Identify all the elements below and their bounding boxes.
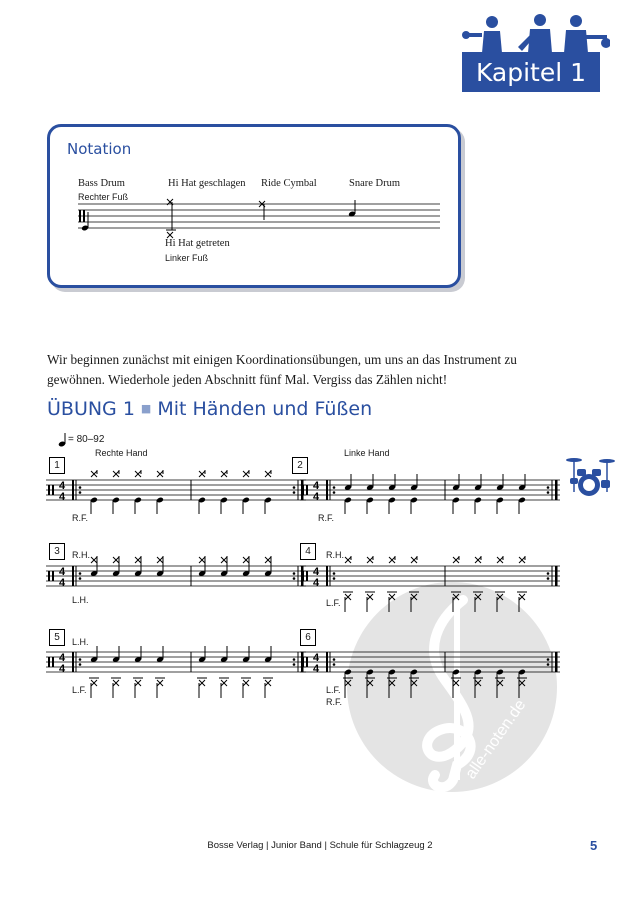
repeat-dot xyxy=(547,658,550,661)
repeat-bar xyxy=(555,480,558,500)
repeat-dot xyxy=(79,577,82,580)
repeat-dot xyxy=(79,572,82,575)
percussion-clef xyxy=(52,657,54,667)
time-signature-top: 4 xyxy=(313,652,320,664)
title-separator: ■ xyxy=(140,402,152,415)
exercise-title xyxy=(47,398,372,420)
rh-label-4: R.H. xyxy=(326,550,344,560)
repeat-dot xyxy=(79,658,82,661)
percussion-clef xyxy=(306,485,308,495)
rf-label-6: R.F. xyxy=(326,697,343,707)
staff-4 xyxy=(298,556,564,612)
time-signature-bottom: 4 xyxy=(59,491,66,503)
time-signature-top: 4 xyxy=(313,480,320,492)
repeat-bar xyxy=(72,566,74,586)
time-signature-bottom: 4 xyxy=(313,577,320,589)
watermark-text: alle-noten.de xyxy=(462,696,530,783)
lf-label-5: L.F. xyxy=(72,685,87,695)
percussion-clef xyxy=(306,571,308,581)
repeat-dot xyxy=(333,663,336,666)
band-silhouette-icon xyxy=(462,13,610,53)
hihat-pedal-label: Hi Hat getreten xyxy=(165,238,230,249)
percussion-clef xyxy=(306,657,308,667)
repeat-bar xyxy=(326,652,328,672)
percussion-clef xyxy=(52,571,54,581)
section-number-3: 3 xyxy=(49,543,65,560)
staff-1 xyxy=(44,470,310,526)
repeat-dot xyxy=(547,572,550,575)
repeat-bar xyxy=(555,652,558,672)
rf-label-2: R.F. xyxy=(318,513,335,523)
lf-label-4: L.F. xyxy=(326,598,341,608)
quarter-note-icon xyxy=(58,432,68,448)
rechte-hand-label: Rechte Hand xyxy=(95,448,148,458)
staff-5 xyxy=(44,642,310,698)
rf-label-1: R.F. xyxy=(72,513,89,523)
percussion-clef xyxy=(48,571,50,581)
section-number-5: 5 xyxy=(49,629,65,646)
bass-drum-label: Bass Drum xyxy=(78,178,125,189)
repeat-dot xyxy=(547,491,550,494)
repeat-dot xyxy=(293,491,296,494)
repeat-dot xyxy=(333,491,336,494)
staff-2 xyxy=(298,470,564,526)
repeat-dot xyxy=(333,658,336,661)
intro-text: Wir beginnen zunächst mit einigen Koordinationsübungen, um uns an das Instrument zu gewöhnen. Wiederhole jeden Abschnitt fünf Mal. Vergiss das Zählen nicht! xyxy=(47,352,517,387)
repeat-bar xyxy=(72,652,74,672)
repeat-bar xyxy=(555,566,558,586)
time-signature-top: 4 xyxy=(59,652,66,664)
percussion-clef xyxy=(52,485,54,495)
time-signature-bottom: 4 xyxy=(313,663,320,675)
repeat-dot xyxy=(333,572,336,575)
time-signature-top: 4 xyxy=(59,566,66,578)
repeat-dot xyxy=(79,486,82,489)
repeat-dot xyxy=(293,577,296,580)
repeat-dot xyxy=(293,572,296,575)
time-signature-bottom: 4 xyxy=(313,491,320,503)
section-number-4: 4 xyxy=(300,543,316,560)
page-number: 5 xyxy=(590,838,598,853)
lf-label-6: L.F. xyxy=(326,685,341,695)
time-signature-bottom: 4 xyxy=(59,663,66,675)
section-number-6: 6 xyxy=(300,629,316,646)
notation-staff xyxy=(70,196,450,240)
linke-hand-label: Linke Hand xyxy=(344,448,390,458)
ride-label: Ride Cymbal xyxy=(261,178,317,189)
repeat-bar xyxy=(326,566,328,586)
time-signature-top: 4 xyxy=(313,566,320,578)
exercise-name: Mit Händen und Füßen xyxy=(157,398,373,420)
section-number-1: 1 xyxy=(49,457,65,474)
section-number-2: 2 xyxy=(292,457,308,474)
time-signature-top: 4 xyxy=(59,480,66,492)
exercise-number: ÜBUNG 1 xyxy=(47,398,135,420)
linker-fuss-label: Linker Fuß xyxy=(165,253,209,263)
repeat-dot xyxy=(333,486,336,489)
footer: Bosse Verlag | Junior Band | Schule für Schlagzeug 2 xyxy=(207,840,433,851)
snare-label: Snare Drum xyxy=(349,178,401,189)
staff-6 xyxy=(298,642,564,698)
repeat-dot xyxy=(293,486,296,489)
percussion-clef xyxy=(48,485,50,495)
repeat-dot xyxy=(293,658,296,661)
repeat-dot xyxy=(293,663,296,666)
rechter-fuss-label: Rechter Fuß xyxy=(78,192,129,202)
repeat-dot xyxy=(547,663,550,666)
drum-kit-icon xyxy=(565,456,615,498)
repeat-bar xyxy=(72,480,74,500)
repeat-dot xyxy=(79,491,82,494)
repeat-dot xyxy=(547,486,550,489)
lh-label-3: L.H. xyxy=(72,595,89,605)
repeat-bar xyxy=(326,480,328,500)
repeat-dot xyxy=(79,663,82,666)
hihat-struck-label: Hi Hat geschlagen xyxy=(168,178,246,189)
percussion-clef xyxy=(302,571,304,581)
repeat-dot xyxy=(547,577,550,580)
notation-title: Notation xyxy=(67,140,132,158)
staff-3 xyxy=(44,556,310,612)
lh-label-5: L.H. xyxy=(72,637,89,647)
repeat-dot xyxy=(333,577,336,580)
percussion-clef xyxy=(302,485,304,495)
time-signature-bottom: 4 xyxy=(59,577,66,589)
tempo-marking: = 80–92 xyxy=(68,434,105,445)
percussion-clef xyxy=(48,657,50,667)
rh-label-3: R.H. xyxy=(72,550,90,560)
chapter-badge: Kapitel 1 xyxy=(462,52,600,92)
percussion-clef xyxy=(302,657,304,667)
